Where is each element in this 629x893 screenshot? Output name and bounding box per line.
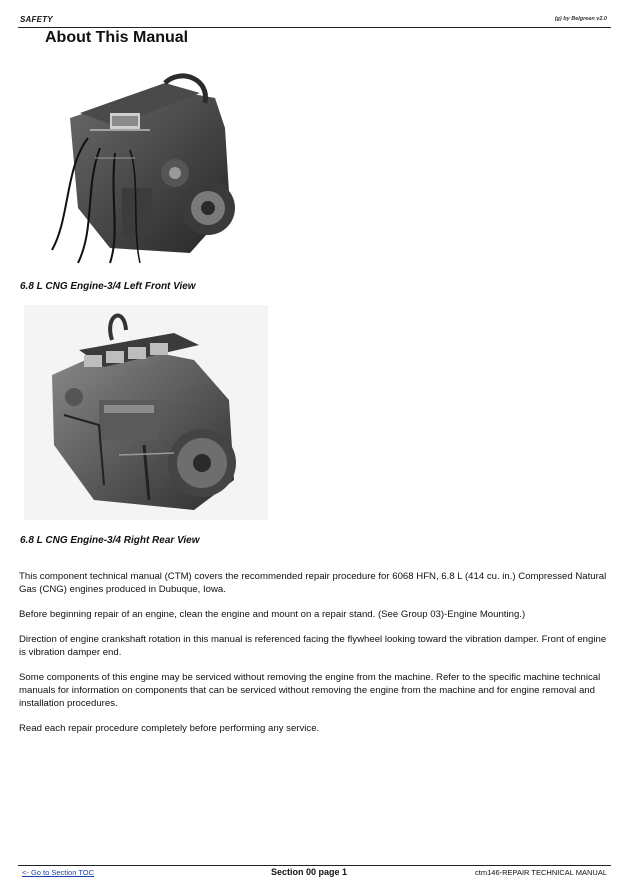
- paragraph: Before beginning repair of an engine, clean the engine and mount on a repair stand. (See Group 03)-Engine Mounting.): [19, 609, 526, 620]
- figure-caption: 6.8 L CNG Engine-3/4 Right Rear View: [20, 535, 200, 546]
- section-label: SAFETY: [20, 15, 53, 24]
- paragraph: Some components of this engine may be serviced without removing the engine from the machine. Refer to the specific machine technical manuals for information on components that can be serviced without removing the engine from the machine and for engine removal and installation procedures.: [19, 672, 601, 709]
- engine-right-rear-photo: [24, 305, 268, 520]
- paragraph: Direction of engine crankshaft rotation in this manual is referenced facing the flywheel looking toward the vibration damper. Front of engine is vibration damper end.: [19, 634, 607, 658]
- footer-rule: [18, 865, 611, 866]
- paragraph: This component technical manual (CTM) covers the recommended repair procedure for 6068 HFN, 6.8 L (414 cu. in.) Compressed Natural Gas (CNG) engines produced in Dubuque, Iowa.: [19, 571, 607, 595]
- section-toc-link[interactable]: <- Go to Section TOC: [22, 868, 95, 877]
- paragraph: Read each repair procedure completely before performing any service.: [19, 723, 320, 734]
- engine-left-front-photo: [40, 58, 258, 268]
- page-number: Section 00 page 1: [271, 867, 348, 877]
- figure-caption: 6.8 L CNG Engine-3/4 Left Front View: [20, 281, 196, 292]
- body-text: [19, 570, 615, 747]
- page-title: About This Manual: [45, 29, 189, 46]
- header-rule: [18, 27, 611, 28]
- header-credit: (g) by Belgreen v2.0: [554, 16, 607, 22]
- document-name: ctm146-REPAIR TECHNICAL MANUAL: [475, 868, 607, 877]
